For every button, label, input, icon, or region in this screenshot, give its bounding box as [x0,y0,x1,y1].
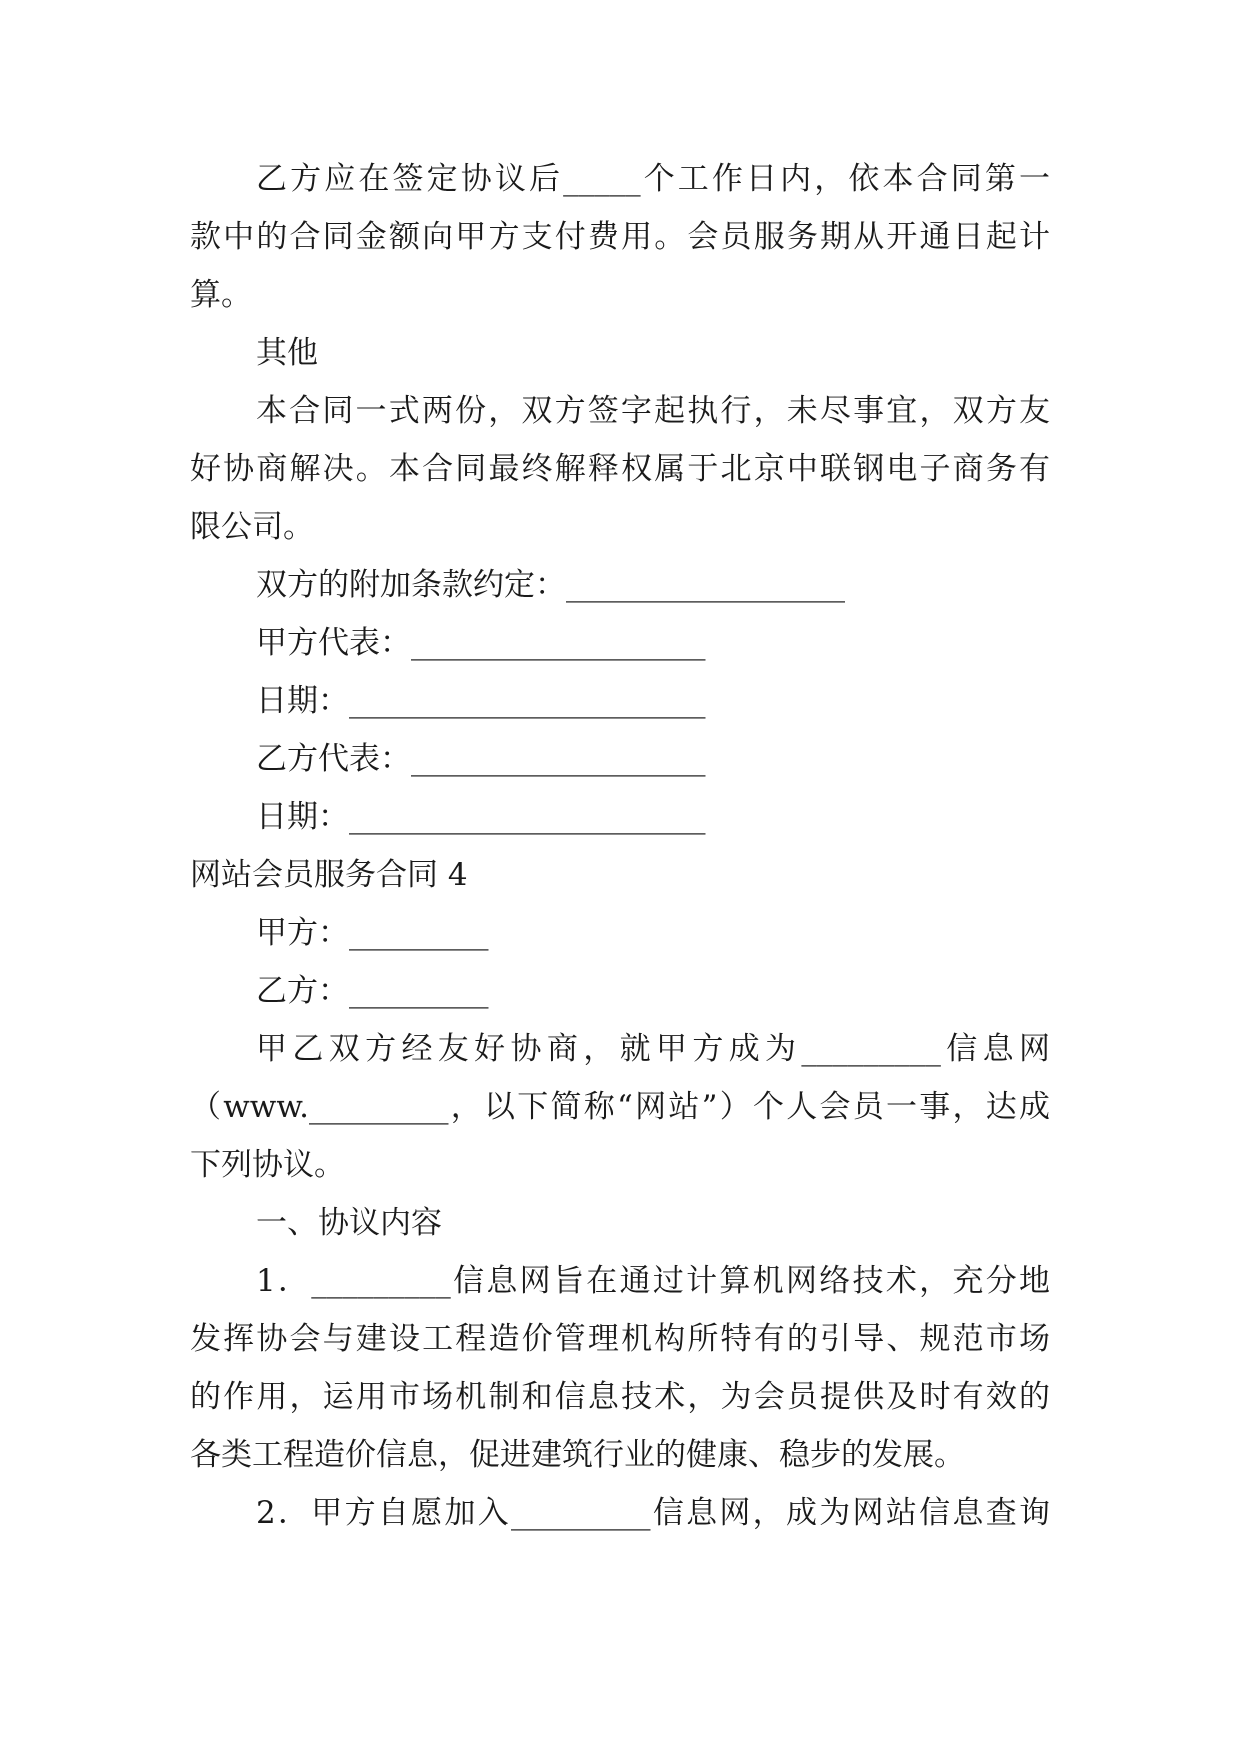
text-line: 限公司。 [190,509,314,545]
text-line: 好协商解决。本合同最终解释权属于北京中联钢电子商务有 [190,451,1050,487]
paragraph-copies [190,382,1050,556]
party-b-line: 乙方：_________ [256,973,489,1009]
paragraph-payment [190,150,1050,324]
text-line: 本合同一式两份，双方签字起执行，未尽事宜，双方友 [256,393,1050,429]
heading-other: 其他 [256,335,318,371]
text-line: 的作用，运用市场机制和信息技术，为会员提供及时有效的 [190,1379,1050,1415]
text-line: （www._________，以下简称“网站”）个人会员一事，达成 [190,1089,1050,1125]
date-line-1: 日期：_______________________ [256,683,706,719]
paragraph-intro [190,1020,1050,1194]
text-line: 款中的合同金额向甲方支付费用。会员服务期从开通日起计 [190,219,1050,255]
text-line: 乙方应在签定协议后_____个工作日内，依本合同第一 [256,161,1050,197]
list-item-2 [190,1484,1050,1542]
text-line: 各类工程造价信息，促进建筑行业的健康、稳步的发展。 [190,1437,965,1473]
text-line: 1．_________信息网旨在通过计算机网络技术，充分地 [256,1263,1050,1299]
text-line: 2．甲方自愿加入_________信息网，成为网站信息查询 [256,1495,1050,1531]
contract-title: 网站会员服务合同 4 [190,857,468,893]
text-line: 算。 [190,277,252,313]
list-item-1 [190,1252,1050,1484]
date-line-2: 日期：_______________________ [256,799,706,835]
section-heading-1: 一、协议内容 [256,1205,442,1241]
party-a-line: 甲方：_________ [256,915,489,951]
text-line: 发挥协会与建设工程造价管理机构所特有的引导、规范市场 [190,1321,1050,1357]
text-line: 下列协议。 [190,1147,345,1183]
text-line: 甲乙双方经友好协商，就甲方成为_________信息网 [256,1031,1050,1067]
party-b-representative-line: 乙方代表：___________________ [256,741,706,777]
additional-terms-line: 双方的附加条款约定：__________________ [256,567,845,603]
document-page [190,150,1050,1542]
party-a-representative-line: 甲方代表：___________________ [256,625,706,661]
